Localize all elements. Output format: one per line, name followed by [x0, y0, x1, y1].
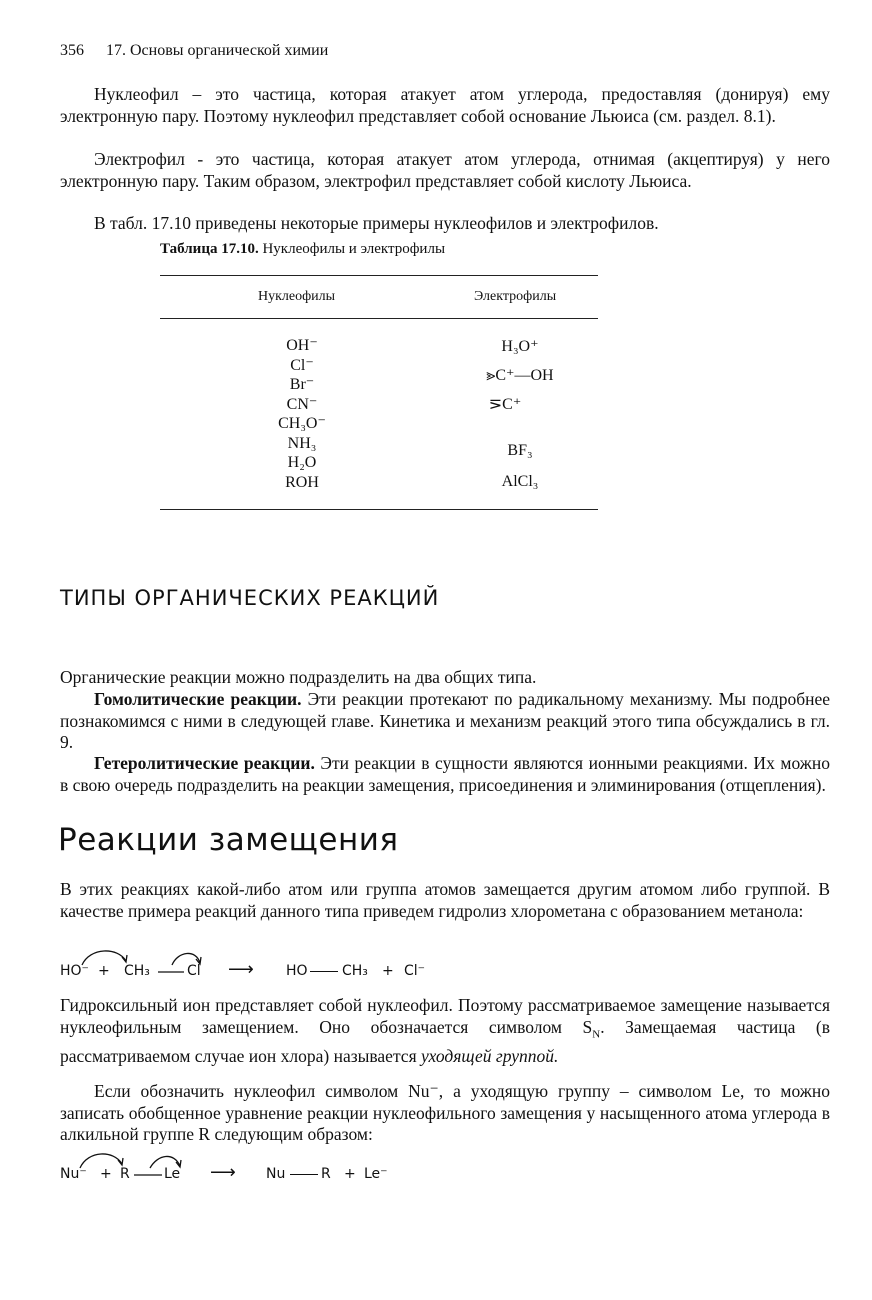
table-bottom-rule	[160, 509, 598, 510]
electrophile-h3o: H₃O⁺	[501, 338, 539, 355]
nucleophile-item: OH⁻	[286, 337, 318, 354]
nucleophile-item: NH₃	[287, 434, 317, 452]
eq2-leaving-group: Le	[164, 1166, 181, 1182]
paragraph-types-intro: Органические реакции можно подразделить на два общих типа.	[60, 667, 537, 687]
table-header-rule	[160, 318, 598, 319]
table-header-nucleophiles: Нуклеофилы	[258, 289, 336, 304]
table-caption	[160, 241, 445, 258]
table-header-electrophiles: Электрофилы	[474, 289, 557, 304]
eq2-plus: +	[100, 1166, 112, 1182]
nucleophile-item: Br⁻	[289, 376, 315, 393]
heterolytic-term: Гетеролитические реакции.	[94, 753, 315, 773]
eq2-nucleophile: Nu⁻	[60, 1166, 87, 1182]
table-caption-number: Таблица 17.10.	[160, 241, 259, 257]
homolytic-text: Эти реакции протекают по радикальному механизму. Мы подробнее познакомимся с ними в следующей главе. Кинетика и механизм реакций этого типа обсуждались в гл. 9.	[60, 689, 831, 752]
eq1-hydroxyl: HO	[286, 963, 308, 979]
eq1-plus: +	[98, 963, 110, 979]
eq1-arrow: ⟶	[228, 959, 254, 980]
eq2-leaving-ion: Le⁻	[364, 1166, 388, 1182]
homolytic-term: Гомолитические реакции.	[94, 689, 302, 709]
eq2-nucleophile-product: Nu	[266, 1166, 286, 1182]
eq2-alkyl-product: R	[321, 1166, 331, 1182]
leaving-group-term: уходящей группой.	[421, 1045, 559, 1066]
heterolytic-text: Эти реакции в сущности являются ионными реакциями. Их можно в свою очередь подразделить на реакции замещения, присоединения и элиминирования (отщепления).	[60, 753, 830, 795]
p2-subscript: N	[592, 1028, 601, 1040]
running-head	[60, 42, 328, 60]
eq1-plus-product: +	[382, 963, 394, 979]
p2-text-a: Гидроксильный ион представляет собой нуклеофил. Поэтому рассматриваемое замещение называется нуклеофильным замещением. Оно обозначается символом S	[60, 995, 830, 1037]
paragraph-table-ref: В табл. 17.10 приведены некоторые примеры нуклеофилов и электрофилов.	[94, 213, 659, 233]
chapter-title: 17. Основы органической химии	[106, 42, 329, 59]
electrophile-alcl3: AlCl₃	[501, 473, 539, 490]
subsection-title: Реакции замещения	[58, 822, 399, 858]
eq1-hydroxide: HO⁻	[60, 963, 89, 979]
nucleophile-item: CH₃O⁻	[278, 415, 326, 432]
electrophile-bf3: BF₃	[507, 442, 533, 459]
paragraph-homolytic	[60, 689, 830, 754]
eq1-bond	[310, 971, 338, 972]
eq1-chlorine: Cl	[187, 963, 201, 979]
paragraph-heterolytic	[60, 753, 830, 796]
eq1-chloride: Cl⁻	[404, 963, 426, 979]
eq2-plus-product: +	[344, 1166, 356, 1182]
table-top-rule	[160, 275, 598, 276]
eq2-alkyl: R	[120, 1166, 130, 1182]
paragraph-general-equation: Если обозначить нуклеофил символом Nu⁻, а уходящую группу – символом Le, то можно записать обобщенное уравнение реакции нуклеофильного замещения у насыщенного атома углерода в алкильной группе R следующим образом:	[60, 1081, 830, 1144]
equation-hydrolysis	[60, 945, 480, 981]
nucleophile-item: Cl⁻	[290, 356, 314, 374]
nucleophile-item: H₂O	[287, 454, 317, 471]
nucleophile-list	[262, 336, 342, 492]
eq1-methyl-product: CH₃	[342, 963, 368, 979]
page-number: 356	[60, 42, 84, 59]
p2-text-b: . Замещаемая частица (в рассматриваемом случае ион хлора) называется	[60, 1016, 830, 1066]
eq2-arrow: ⟶	[210, 1162, 236, 1183]
paragraph-substitution-intro: В этих реакциях какой-либо атом или группа атомов замещается другим атомом либо группой. В качестве примера реакций данного типа приведем гидролиз хлорометана с образованием метанола:	[60, 879, 830, 921]
paragraph-electrophile: Электрофил - это частица, которая атакует атом углерода, отнимая (акцептируя) у него электронную пару. Таким образом, электрофил представляет собой кислоту Льюиса.	[60, 149, 830, 191]
eq2-bond	[290, 1174, 318, 1175]
eq1-methyl: CH₃	[124, 963, 150, 979]
table-caption-text: Нуклеофилы и электрофилы	[262, 241, 446, 257]
electrophile-carbocation: ⋝C⁺	[488, 396, 522, 413]
paragraph-nucleophile: Нуклеофил – это частица, которая атакует атом углерода, предоставляя (донируя) ему электронную пару. Поэтому нуклеофил представляет собой основание Льюиса (см. раздел. 8.1).	[60, 84, 830, 126]
electrophile-carbocation-oh: ⪢C⁺—OH	[486, 367, 554, 384]
nucleophile-item: ROH	[285, 473, 319, 491]
section-title: ТИПЫ ОРГАНИЧЕСКИХ РЕАКЦИЙ	[60, 586, 440, 610]
equation-general	[60, 1148, 460, 1184]
nucleophile-item: CN⁻	[286, 395, 318, 413]
paragraph-nucleophilic-substitution	[60, 995, 830, 1067]
